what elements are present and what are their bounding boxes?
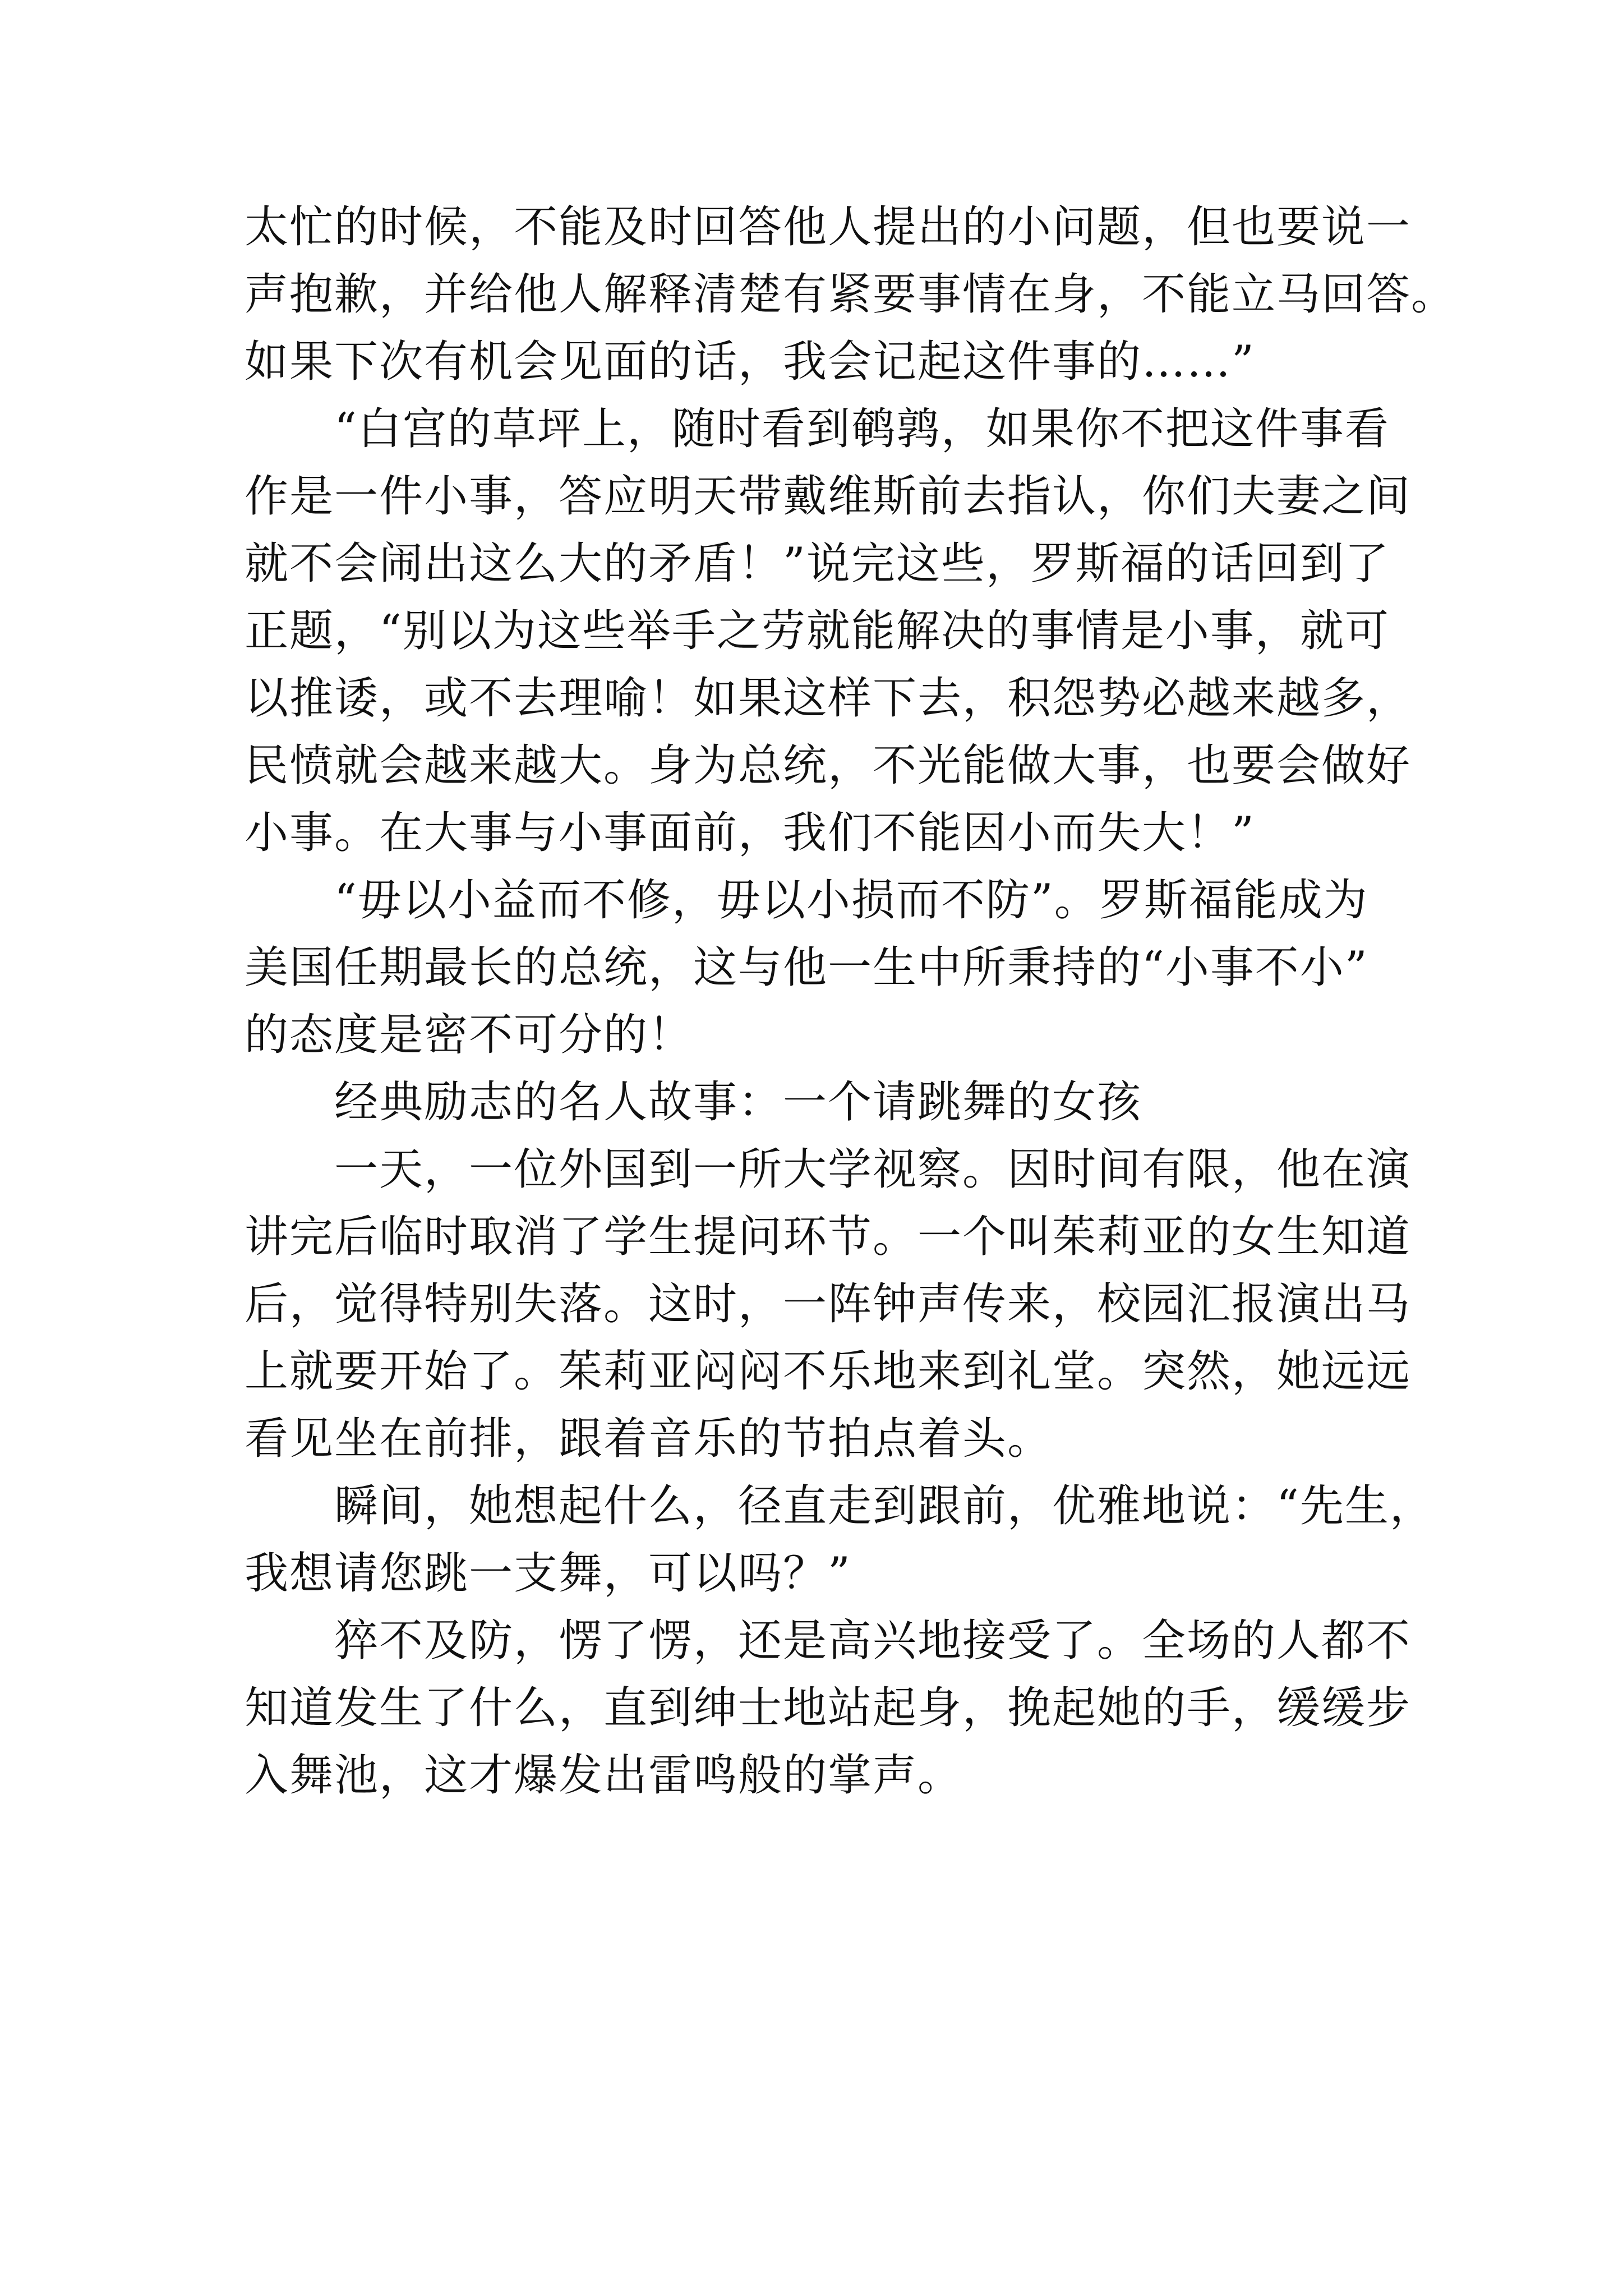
- text-line: 作是一件小事，答应明天带戴维斯前去指认，你们夫妻之间: [245, 471, 1412, 522]
- text-line: 上就要开始了。茱莉亚闷闷不乐地来到礼堂。突然，她远远: [245, 1346, 1412, 1397]
- text-line: 一天，一位外国到一所大学视察。因时间有限，他在演: [245, 1144, 1412, 1195]
- text-line: 如果下次有机会见面的话，我会记起这件事的……”: [245, 337, 1255, 387]
- section-heading: 经典励志的名人故事：一个请跳舞的女孩: [245, 1077, 1142, 1128]
- article-body: [245, 194, 1456, 1809]
- text-line: 看见坐在前排，跟着音乐的节拍点着头。: [245, 1414, 1053, 1464]
- text-line: 就不会闹出这么大的矛盾！”说完这些，罗斯福的话回到了: [245, 539, 1390, 589]
- text-line: 正题，“别以为这些举手之劳就能解决的事情是小事，就可: [245, 606, 1390, 656]
- text-line: 入舞池，这才爆发出雷鸣般的掌声。: [245, 1750, 963, 1801]
- text-line: 太忙的时候，不能及时回答他人提出的小问题，但也要说一: [245, 202, 1412, 252]
- text-line: “毋以小益而不修，毋以小损而不防”。罗斯福能成为: [245, 875, 1368, 926]
- text-line: 知道发生了什么，直到绅士地站起身，挽起她的手，缓缓步: [245, 1683, 1412, 1733]
- text-line: 声抱歉，并给他人解释清楚有紧要事情在身，不能立马回答。: [245, 269, 1456, 320]
- text-line: 以推诿，或不去理喻！如果这样下去，积怨势必越来越多，: [245, 673, 1412, 724]
- text-line: 的态度是密不可分的！: [245, 1010, 694, 1060]
- text-line: 讲完后临时取消了学生提问环节。一个叫茱莉亚的女生知道: [245, 1212, 1412, 1262]
- text-line: “白宫的草坪上，随时看到鹌鹑，如果你不把这件事看: [245, 404, 1390, 454]
- text-line: 猝不及防，愣了愣，还是高兴地接受了。全场的人都不: [245, 1616, 1412, 1666]
- text-line: 后，觉得特别失落。这时，一阵钟声传来，校园汇报演出马: [245, 1279, 1412, 1329]
- text-line: 我想请您跳一支舞，可以吗？”: [245, 1548, 851, 1599]
- text-line: 民愤就会越来越大。身为总统，不光能做大事，也要会做好: [245, 740, 1412, 791]
- text-line: 美国任期最长的总统，这与他一生中所秉持的“小事不小”: [245, 942, 1368, 993]
- text-line: 小事。在大事与小事面前，我们不能因小而失大！”: [245, 808, 1255, 858]
- text-line: 瞬间，她想起什么，径直走到跟前，优雅地说：“先生，: [245, 1481, 1435, 1531]
